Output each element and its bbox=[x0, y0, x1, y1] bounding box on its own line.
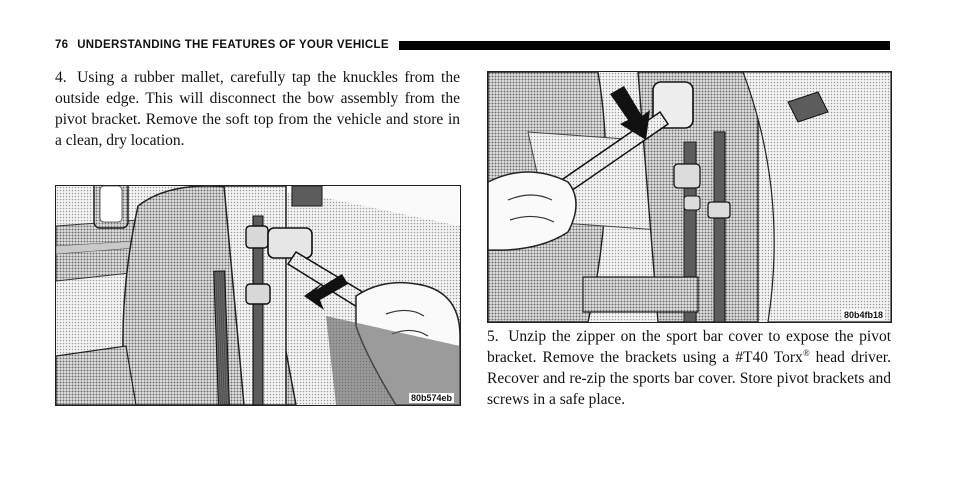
header-rule bbox=[399, 41, 890, 50]
figure-code: 80b4fb18 bbox=[843, 310, 883, 320]
section-title: UNDERSTANDING THE FEATURES OF YOUR VEHICLE bbox=[77, 39, 389, 51]
illustration-svg bbox=[488, 72, 891, 322]
figure-code: 80b574eb bbox=[410, 393, 452, 403]
hammer-on-pivot-bracket-illustration bbox=[487, 71, 892, 323]
registered-trademark: ® bbox=[802, 348, 810, 358]
illustration-svg bbox=[56, 186, 460, 405]
page-number: 76 bbox=[55, 39, 69, 51]
step-5-number: 5. bbox=[487, 328, 499, 345]
mallet-tapping-knuckle-illustration bbox=[55, 185, 461, 406]
step-4-number: 4. bbox=[55, 69, 67, 86]
page-header bbox=[55, 37, 890, 53]
step-5-text-after-mark: head driver. Recover and re-zip the sports bar cover. Store pivot brackets and screws in a safe place. bbox=[487, 349, 891, 408]
step-5-text-before-mark: Unzip the zipper on the sport bar cover to expose the pivot bracket. Remove the brackets using a #T40 Torx bbox=[487, 328, 891, 366]
step-4-text: Using a rubber mallet, carefully tap the knuckles from the outside edge. This will disconnect the bow assembly from the pivot bracket. Remove the soft top from the vehicle and store in a clean, dry location. bbox=[55, 69, 460, 149]
step-4-paragraph bbox=[55, 67, 460, 151]
step-5-paragraph bbox=[487, 326, 891, 410]
